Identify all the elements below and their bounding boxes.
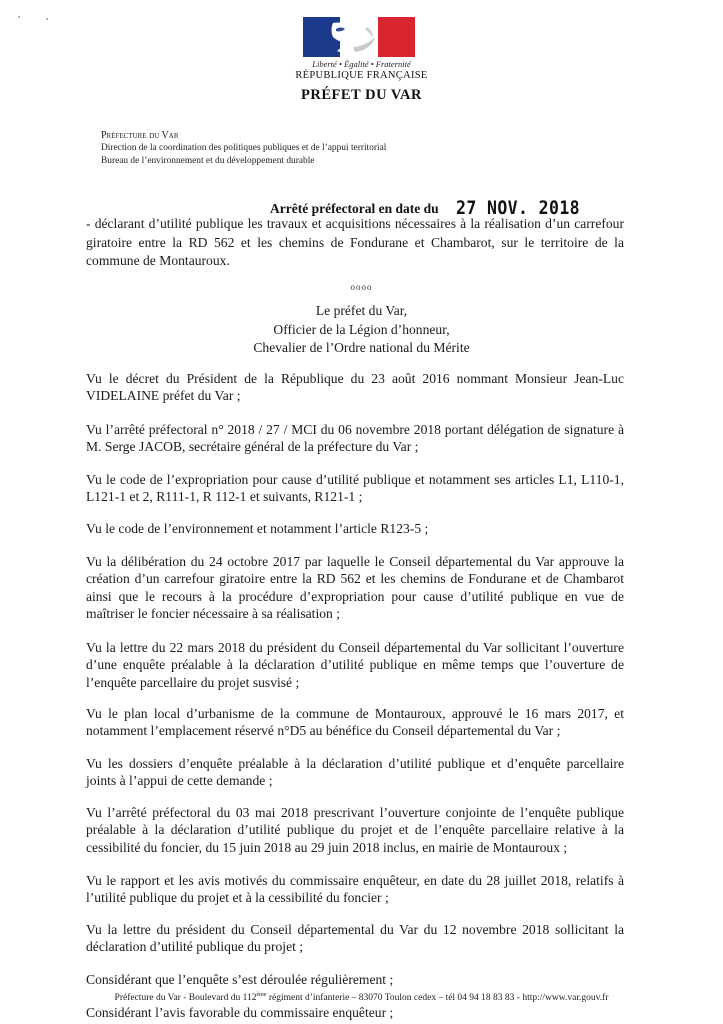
arrete-title: Arrêté préfectoral en date du xyxy=(270,201,439,216)
footer-part-1: Préfecture du Var - Boulevard du 112 xyxy=(114,993,257,1004)
visa-paragraph: Vu le rapport et les avis motivés du commissaire enquêteur, en date du 28 juillet 2018, relatifs à l’utilité publique du projet et à la cessibilité du foncier ; xyxy=(86,873,624,906)
signatory-line-1: Le préfet du Var, xyxy=(315,303,408,318)
signatory-line-2: Officier de la Légion d’honneur, xyxy=(273,321,450,337)
republic-name: RÉPUBLIQUE FRANÇAISE xyxy=(295,70,428,81)
signatory-line-3: Chevalier de l’Ordre national du Mérite xyxy=(253,340,470,355)
visa-paragraph: Considérant que l’enquête s’est déroulée régulièrement ; xyxy=(86,972,394,987)
separator: oooo xyxy=(350,282,373,292)
bureau-name: Bureau de l’environnement et du développement durable xyxy=(101,155,315,166)
services-block xyxy=(101,130,386,167)
visa-paragraph: Vu les dossiers d’enquête préalable à la déclaration d’utilité publique et d’enquête parcellaire joints à l’appui de cette demande ; xyxy=(86,756,624,789)
visa-paragraph: Vu le code de l’environnement et notamment l’article R123-5 ; xyxy=(86,521,429,536)
visa-paragraph: Vu le décret du Président de la République du 23 août 2016 nommant Monsieur Jean-Luc VIDELAINE préfet du Var ; xyxy=(86,371,624,404)
visa-paragraph: Vu le plan local d’urbanisme de la commune de Montauroux, approuvé le 16 mars 2017, et notamment l’emplacement réservé n°D5 au bénéfice du Conseil départemental du Var ; xyxy=(86,706,624,739)
page-footer xyxy=(0,992,723,1003)
visa-paragraph: Vu la lettre du 22 mars 2018 du président du Conseil départemental du Var sollicitant l’ouverture d’une enquête préalable à la déclaration d’utilité publique en même temps que l’ouverture de l’enquête parcellaire du projet susvisé ; xyxy=(86,640,624,690)
scan-specks xyxy=(16,14,56,24)
visa-paragraph: Vu l’arrêté préfectoral n° 2018 / 27 / MCI du 06 novembre 2018 portant délégation de signature à M. Serge JACOB, secrétaire général de la préfecture du Var ; xyxy=(86,422,624,455)
visa-paragraph: Considérant l’avis favorable du commissaire enquêteur ; xyxy=(86,1005,394,1020)
footer-part-2: régiment d’infanterie – 83070 Toulon cedex – tél 04 94 18 83 83 - http://www.var.gouv.fr xyxy=(266,993,609,1004)
visa-paragraph: Vu la lettre du président du Conseil départemental du Var du 12 novembre 2018 sollicitant la déclaration d’utilité publique du projet ; xyxy=(86,922,624,955)
visa-paragraph: Vu la délibération du 24 octobre 2017 par laquelle le Conseil départemental du Var approuve la création d’un carrefour giratoire entre la RD 562 et les chemins de Fondurane et de Chambarot ainsi que le recours à la procédure d’expropriation pour cause d’utilité publique en vue de maîtriser le foncier nécessaire à sa réalisation ; xyxy=(86,554,624,622)
visa-paragraph: Vu l’arrêté préfectoral du 03 mai 2018 prescrivant l’ouverture conjointe de l’enquête publique préalable à la déclaration d’utilité publique du projet et de l’enquête parcellaire relative à la cessibilité du foncier, du 15 juin 2018 au 29 juin 2018 inclus, en mairie de Montauroux ; xyxy=(86,805,624,855)
visa-paragraph: Vu le code de l’expropriation pour cause d’utilité publique et notamment ses articles L1, L110-1, L121-1 et 2, R111-1, R 112-1 et suivants, R121-1 ; xyxy=(86,472,624,505)
marianne-logo xyxy=(303,17,415,57)
direction-name: Direction de la coordination des politiques publiques et de l’appui territorial xyxy=(101,143,387,154)
prefet-title: PRÉFET DU VAR xyxy=(301,87,422,103)
arrete-object: - déclarant d’utilité publique les travaux et acquisitions nécessaires à la réalisation d’un carrefour giratoire entre la RD 562 et les chemins de Fondurane et Chambarot, sur le territoire de la commune de Montauroux. xyxy=(86,216,624,268)
footer-superscript: ème xyxy=(256,992,267,998)
signatory-block xyxy=(0,302,723,358)
date-stamp: 27 NOV. 2018 xyxy=(456,196,581,219)
prefecture-name: Préfecture du Var xyxy=(101,130,179,141)
republic-motto: Liberté • Égalité • Fraternité xyxy=(312,59,411,69)
